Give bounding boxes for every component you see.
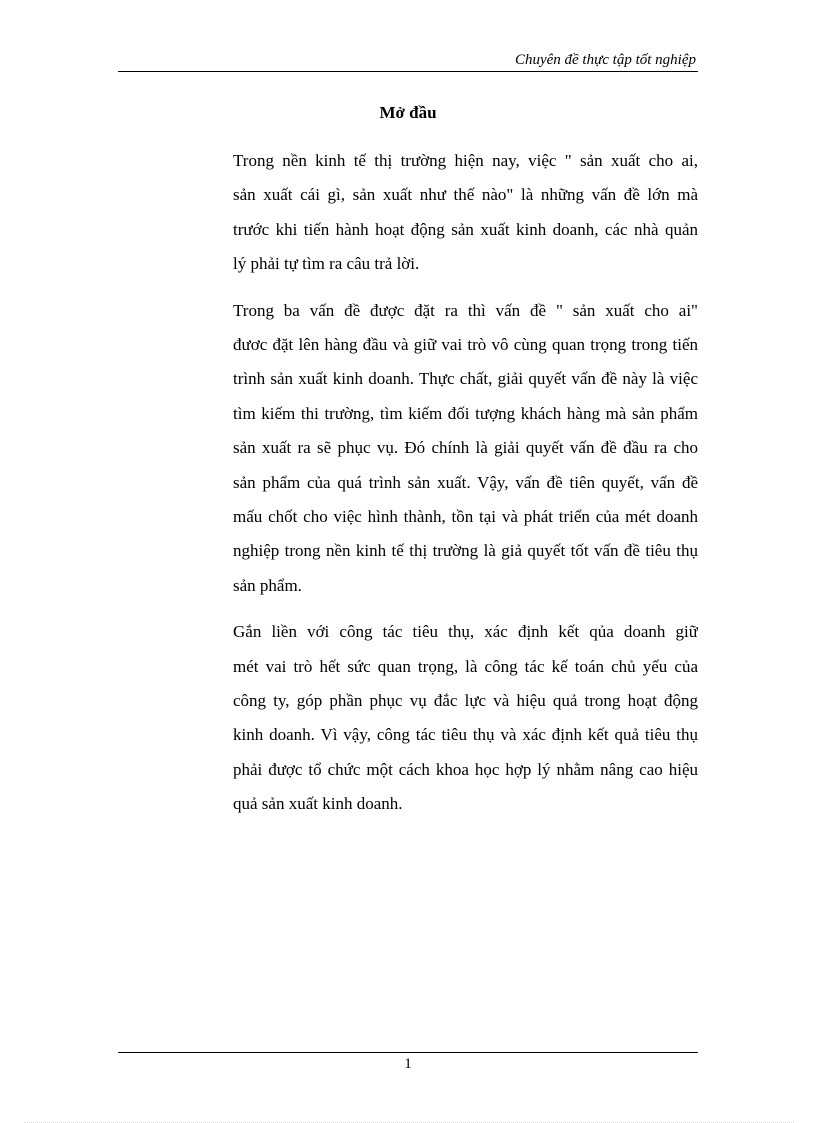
- text-line: công ty, góp phần phục vụ đắc lực và hiệu quả trong hoạt động: [233, 690, 698, 710]
- text-line: kinh doanh. Vì vậy, công tác tiêu thụ và xác định kết quả tiêu thụ: [233, 725, 698, 745]
- running-header: Chuyên đề thực tập tốt nghiệp: [514, 52, 696, 68]
- text-line: tìm kiếm thi trường, tìm kiếm đối tượng khách hàng mà sản phẩm: [233, 403, 698, 423]
- text-line: Trong nền kinh tế thị trường hiện nay, việc " sản xuất cho ai,: [233, 151, 698, 170]
- text-line: lý phải tự tìm ra câu trả lời.: [233, 254, 420, 274]
- text-line: sản phẩm.: [233, 575, 302, 595]
- text-line: Trong ba vấn đề được đặt ra thì vấn đề " sản xuất cho ai": [233, 300, 698, 320]
- text-line: đươc đặt lên hàng đầu và giữ vai trò vô cùng quan trọng trong tiến: [233, 334, 698, 354]
- footer-rule: [118, 1052, 698, 1053]
- page-number: 1: [404, 1056, 412, 1072]
- text-line: quả sản xuất kinh doanh.: [233, 794, 403, 814]
- text-line: mét vai trò hết sức quan trọng, là công tác kế toán chủ yếu của: [233, 656, 698, 676]
- text-line: mấu chốt cho việc hình thành, tồn tại và phát triển của mét doanh: [233, 506, 698, 526]
- header-rule: [118, 71, 698, 72]
- page-title: Mở đầu: [379, 103, 437, 122]
- paragraph-2: [196, 294, 698, 604]
- text-line: sản xuất cái gì, sản xuất như thế nào" là những vấn đề lớn mà: [233, 185, 698, 205]
- paragraph-1: [196, 144, 698, 282]
- text-line: nghiệp trong nền kinh tế thị trường là giả quyết tốt vấn đề tiêu thụ: [233, 541, 698, 561]
- text-line: trình sản xuất kinh doanh. Thực chất, giải quyết vấn đề này là việc: [233, 369, 698, 389]
- text-line: Gắn liền với công tác tiêu thụ, xác định kết qủa doanh giữ: [233, 622, 698, 642]
- text-line: sản phẩm của quá trình sản xuất. Vậy, vấn đề tiên quyết, vấn đề: [233, 472, 698, 492]
- text-line: sản xuất ra sẽ phục vụ. Đó chính là giải quyết vấn đề đầu ra cho: [233, 438, 698, 458]
- text-line: phải được tổ chức một cách khoa học hợp lý nhằm nâng cao hiệu: [233, 759, 698, 779]
- paragraph-3: [196, 615, 698, 821]
- body-text: [196, 144, 698, 833]
- text-line: trước khi tiến hành hoạt động sản xuất kinh doanh, các nhà quản: [233, 219, 698, 239]
